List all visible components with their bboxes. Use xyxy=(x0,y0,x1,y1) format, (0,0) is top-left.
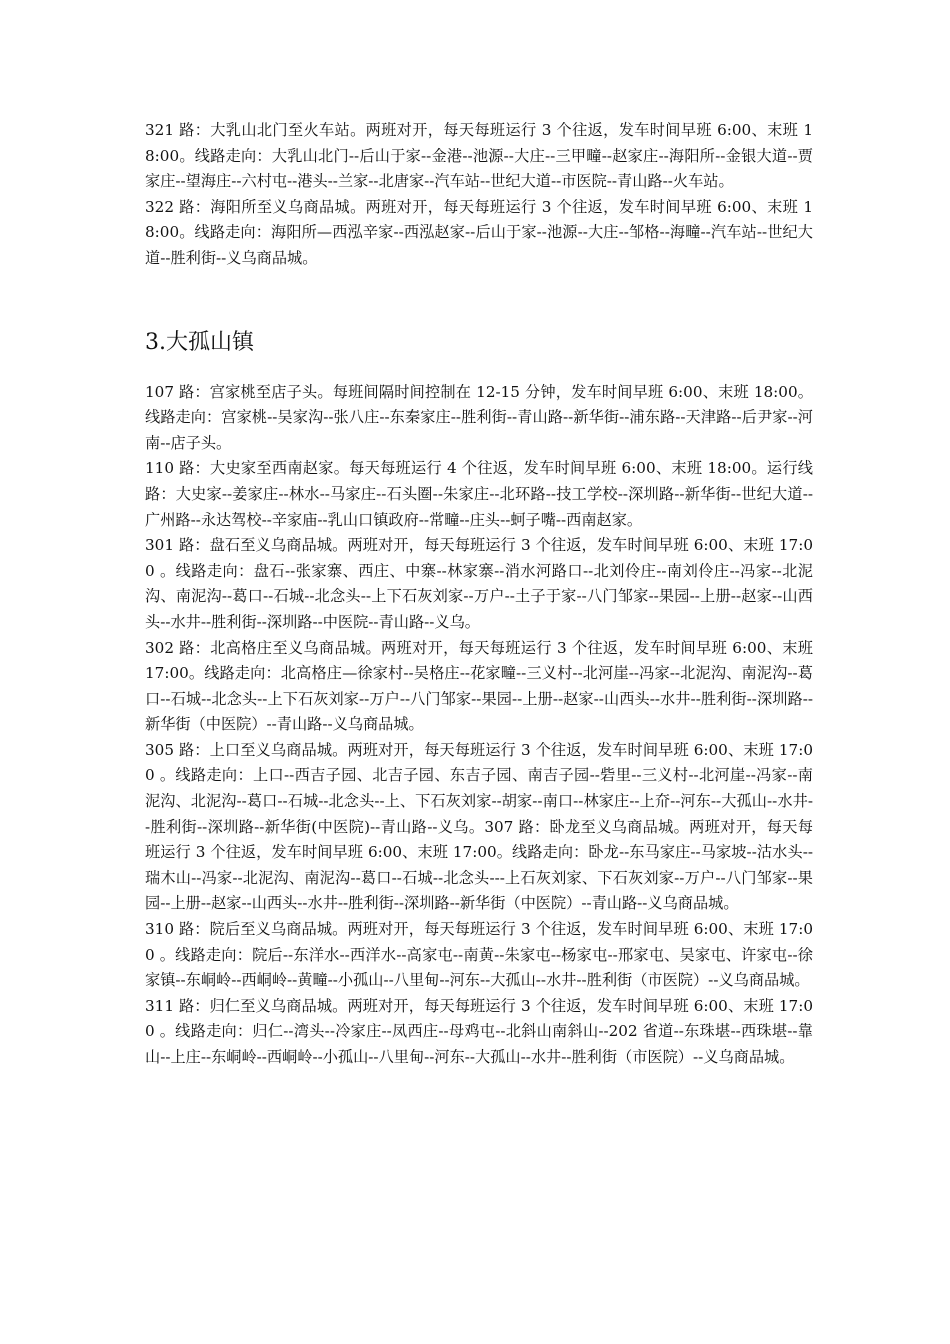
route-301-paragraph: 301 路：盘石至义乌商品城。两班对开，每天每班运行 3 个往返，发车时间早班 6:00、末班 17:00 。线路走向：盘石--张家寨、西庄、中寨--林家寨--消水河路口--北刘伶庄--南刘伶庄--冯家--北泥沟、南泥沟--葛口--石城--北念头--上下石灰刘家--万户--土子于家--八门邹家--果园--上册--赵家--山西头--水井--胜利街--深圳路--中医院--青山路--义乌。 xyxy=(145,536,813,631)
route-302-paragraph: 302 路：北高格庄至义乌商品城。两班对开，每天每班运行 3 个往返，发车时间早班 6:00、末班 17:00。线路走向：北高格庄—徐家村--吴格庄--花家疃--三义村--北河崖--冯家--北泥沟、南泥沟--葛口--石城--北念头--上下石灰刘家--万户--八门邹家--果园--上册--赵家--山西头--水井--胜利街--深圳路--新华街（中医院）--青山路--义乌商品城。 xyxy=(145,638,813,734)
route-110-paragraph: 110 路：大史家至西南赵家。每天每班运行 4 个往返，发车时间早班 6:00、末班 18:00。运行线路：大史家--姜家庄--林水--马家庄--石头圈--朱家庄--北环路--技工学校--深圳路--新华街--世纪大道--广州路--永达驾校--辛家庙--乳山口镇政府--常疃--庄头--蚵子嘴--西南赵家。 xyxy=(145,459,813,529)
route-322-paragraph: 322 路：海阳所至义乌商品城。两班对开，每天每班运行 3 个往返，发车时间早班 6:00、末班 18:00。线路走向：海阳所—西泓辛家--西泓赵家--后山于家--池源--大庄--邹格--海疃--汽车站--世纪大道--胜利街--义乌商品城。 xyxy=(145,197,813,267)
route-311-paragraph: 311 路：归仁至义乌商品城。两班对开，每天每班运行 3 个往返，发车时间早班 6:00、末班 17:00 。线路走向：归仁--湾头--冷家庄--凤西庄--母鸡屯--北斜山南斜山--202 省道--东珠堪--西珠堪--靠山--上庄--东峒岭--西峒岭--小孤山--八里甸--河东--大孤山--水井--胜利街（市医院）--义乌商品城。 xyxy=(145,996,813,1066)
route-107-paragraph: 107 路：宫家桃至店子头。每班间隔时间控制在 12-15 分钟，发车时间早班 6:00、末班 18:00。线路走向：宫家桃--吴家沟--张八庄--东秦家庄--胜利街--青山路--新华街--浦东路--天津路--后尹家--河南--店子头。 xyxy=(145,382,813,452)
route-321-paragraph: 321 路：大乳山北门至火车站。两班对开，每天每班运行 3 个往返，发车时间早班 6:00、末班 18:00。线路走向：大乳山北门--后山于家--金港--池源--大庄--三甲疃--赵家庄--海阳所--金银大道--贾家庄--望海庄--六村屯--港头--兰家--北唐家--汽车站--世纪大道--市医院--青山路--火车站。 xyxy=(145,121,813,191)
document-page xyxy=(145,118,813,1071)
route-305-307-paragraph: 305 路：上口至义乌商品城。两班对开，每天每班运行 3 个往返，发车时间早班 6:00、末班 17:00 。线路走向：上口--西吉子园、北吉子园、东吉子园、南吉子园--砦里--三义村--北河崖--冯家--南泥沟、北泥沟--葛口--石城--北念头--上、下石灰刘家--胡家--南口--林家庄--上夼--河东--大孤山--水井--胜利街--深圳路--新华街(中医院)--青山路--义乌。307 路：卧龙至义乌商品城。两班对开，每天每班运行 3 个往返，发车时间早班 6:00、末班 17:00。线路走向：卧龙--东马家庄--马家坡--沽水头--瑞木山--冯家--北泥沟、南泥沟--葛口--石城--北念头---上石灰刘家、下石灰刘家--万户--八门邹家--果园--上册--赵家--山西头--水井--胜利街--深圳路--新华街（中医院）--青山路--义乌商品城。 xyxy=(145,740,813,913)
route-310-paragraph: 310 路：院后至义乌商品城。两班对开，每天每班运行 3 个往返，发车时间早班 6:00、末班 17:00 。线路走向：院后--东洋水--西洋水--高家屯--南黄--朱家屯--杨家屯--邢家屯、吴家屯、许家屯--徐家镇--东峒岭--西峒岭--黄疃--小孤山--八里甸--河东--大孤山--水井--胜利街（市医院）--义乌商品城。 xyxy=(145,920,813,990)
section-heading: 3.大孤山镇 xyxy=(145,329,254,355)
